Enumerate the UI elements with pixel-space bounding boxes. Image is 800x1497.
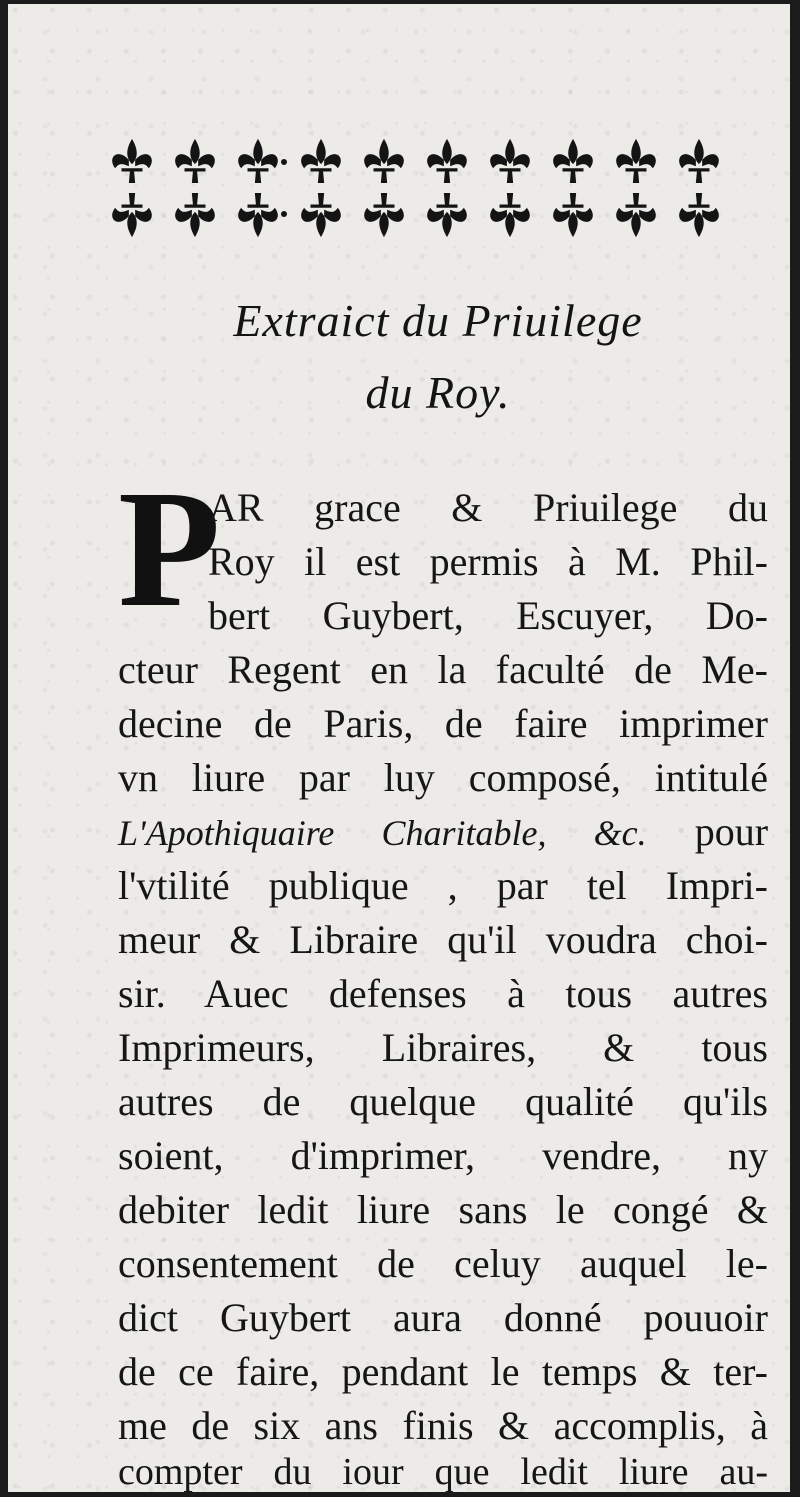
text-line-10: sir. Auec defenses à tous autres — [118, 971, 768, 1016]
text-line-11: Imprimeurs, Libraires, & tous — [118, 1025, 768, 1070]
ornament-dot — [709, 159, 715, 165]
text-line-15: consentement de celuy auquel le- — [118, 1241, 768, 1286]
ornament-dot — [281, 211, 287, 217]
fleur-de-lis-icon — [553, 193, 593, 237]
fleur-de-lis-icon — [238, 139, 278, 183]
fleur-de-lis-icon — [301, 193, 341, 237]
text-line-18: me de six ans finis & accomplis, à — [118, 1403, 768, 1448]
text-line-1: AR grace & Priuilege du — [208, 485, 768, 530]
drop-capital: P — [118, 456, 221, 642]
fleur-de-lis-icon — [364, 193, 404, 237]
text-line-8: l'vtilité publique , par tel Impri- — [118, 863, 768, 908]
text-line-7-end: pour — [694, 809, 769, 854]
text-line-4: cteur Regent en la faculté de Me- — [118, 647, 768, 692]
fleur-de-lis-icon — [364, 139, 404, 183]
fleur-de-lis-icon — [175, 139, 215, 183]
text-line-13: soient, d'imprimer, vendre, ny — [118, 1133, 768, 1178]
italic-book-title: L'Apothiquaire Charitable, &c. — [118, 813, 647, 853]
text-line-16: dict Guybert aura donné pouuoir — [118, 1295, 768, 1340]
text-line-17: de ce faire, pendant le temps & ter- — [118, 1349, 768, 1394]
text-line-2: Roy il est permis à M. Phil- — [208, 539, 768, 584]
text-line-14: debiter ledit liure sans le congé & — [118, 1187, 768, 1232]
fleur-de-lis-ornament-band — [104, 122, 754, 252]
fleur-de-lis-icon — [616, 139, 656, 183]
fleur-de-lis-icon — [112, 139, 152, 183]
text-line-19: compter du iour que ledit liure au- — [118, 1451, 768, 1492]
fleur-de-lis-icon — [490, 193, 530, 237]
fleur-de-lis-icon — [553, 139, 593, 183]
text-line-9: meur & Libraire qu'il voudra choi- — [118, 917, 768, 962]
ornament-dot — [281, 159, 287, 165]
page-title-line-1: Extraict du Priuilege — [233, 295, 643, 346]
ornament-dot — [501, 159, 507, 165]
fleur-de-lis-icon — [427, 193, 467, 237]
ornament-dot — [501, 211, 507, 217]
text-line-3: bert Guybert, Escuyer, Do- — [208, 593, 768, 638]
fleur-de-lis-icon — [427, 139, 467, 183]
ornament-dot — [709, 211, 715, 217]
fleur-de-lis-icon — [238, 193, 278, 237]
fleur-de-lis-icon — [301, 139, 341, 183]
fleur-de-lis-icon — [616, 193, 656, 237]
text-line-6: vn liure par luy composé, intitulé — [118, 755, 768, 800]
fleur-de-lis-icon — [175, 193, 215, 237]
text-line-12: autres de quelque qualité qu'ils — [118, 1079, 768, 1124]
text-line-7 — [118, 806, 768, 859]
page-title-line-2: du Roy. — [365, 367, 511, 418]
book-page — [8, 4, 790, 1492]
text-line-5: decine de Paris, de faire imprimer — [118, 701, 768, 746]
fleur-de-lis-icon — [490, 139, 530, 183]
fleur-de-lis-icon — [112, 193, 152, 237]
